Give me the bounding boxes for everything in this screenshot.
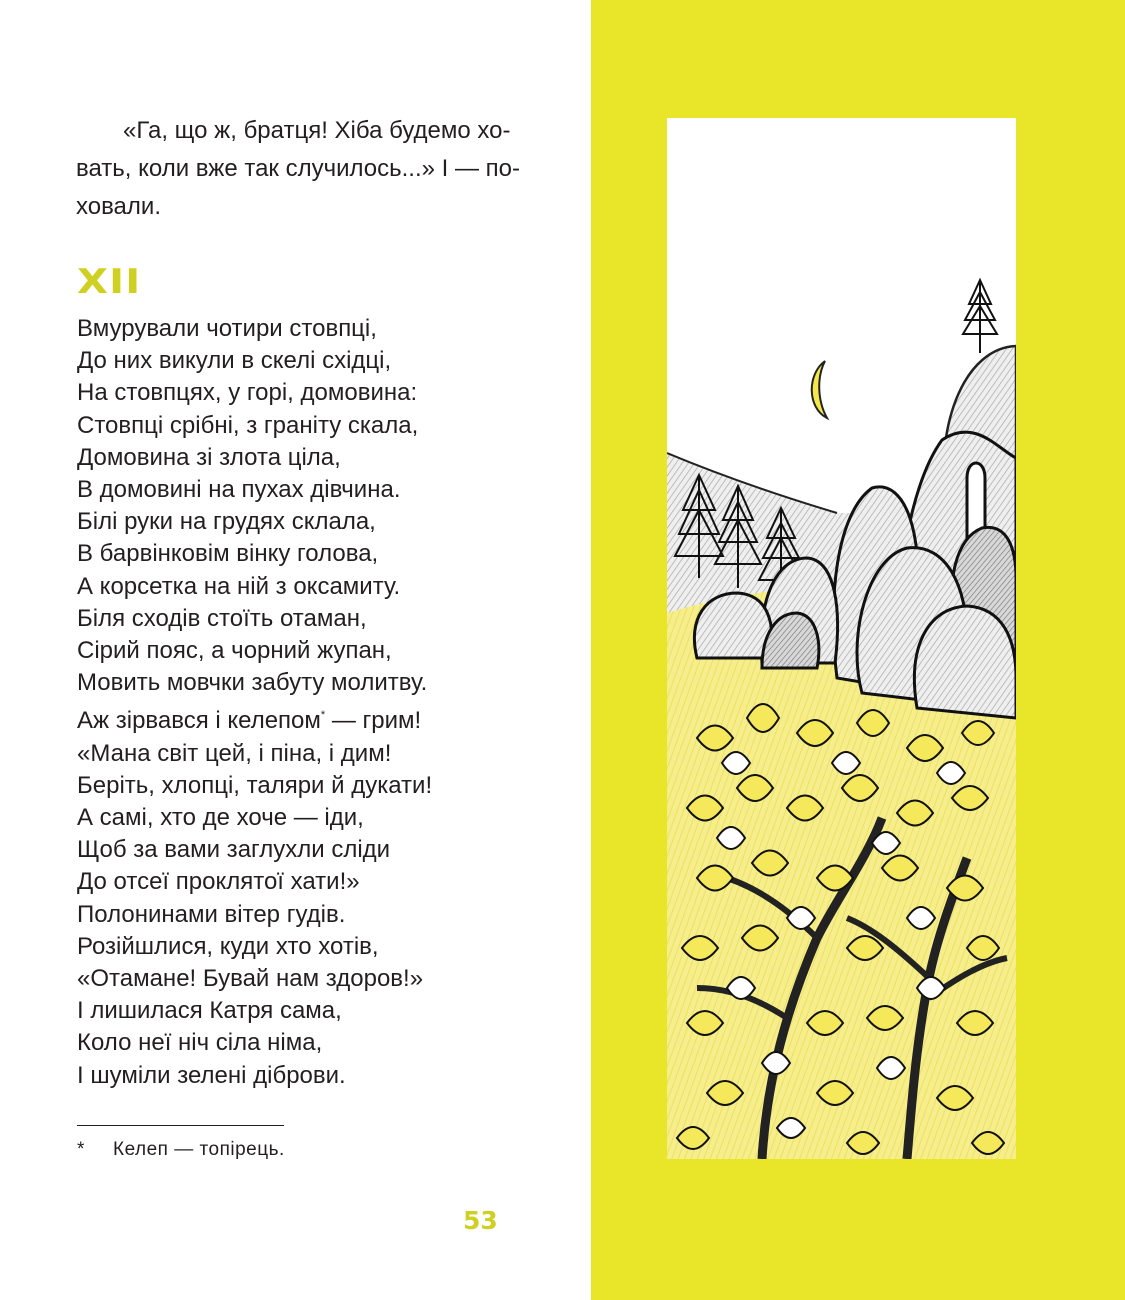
poem-line: В барвінковім вінку голова, [77,540,379,568]
poem-line: Беріть, хлопці, таляри й дукати! [77,771,433,799]
poem-line: Домовина зі злота ціла, [77,443,341,471]
poem-line-with-footnote [77,699,432,737]
footnote [77,1139,285,1161]
poem-line: І лишилася Катря сама, [77,997,342,1025]
mountain-landscape-illustration [667,118,1016,1159]
footnote-term: Келеп [113,1139,169,1160]
moon-icon [812,361,827,418]
footnote-divider [77,1125,284,1126]
poem-line: Розійшлися, куди хто хотів, [77,932,379,960]
poem-line: «Отамане! Бувай нам здоров!» [77,965,424,993]
intro-line: ховали. [76,193,161,220]
intro-paragraph [76,112,546,226]
section-heading: XII [77,262,142,302]
poem-stanza [77,313,432,1092]
poem-line: Полонинами вітер гудів. [77,900,346,928]
poem-line: А самі, хто де хоче — іди, [77,804,364,832]
poem-line: Щоб за вами заглухли сліди [77,836,391,864]
poem-line: Стовпці срібні, з граніту скала, [77,411,419,439]
poem-line: І шуміли зелені діброви. [77,1061,346,1089]
poem-line: До них викули в скелі східці, [77,347,392,375]
poem-line: Білі руки на грудях склала, [77,508,376,536]
poem-line: В домовині на пухах дівчина. [77,476,401,504]
pine-tree-icon [963,280,997,353]
footnote-mark: * [77,1139,85,1160]
intro-line: вать, коли вже так случилось...» І — по- [76,155,520,182]
poem-line: Сірий пояс, а чорний жупан, [77,637,392,665]
illustration-panel [667,118,1016,1159]
footnote-reference[interactable]: * [320,709,326,722]
poem-line: Біля сходів стоїть отаман, [77,604,367,632]
poem-line: А корсетка на ній з оксамиту. [77,572,401,600]
poem-line: На стовпцях, у горі, домовина: [77,379,418,407]
footnote-definition: — топірець. [168,1139,285,1160]
poem-line-part: — грим! [325,707,422,735]
poem-line: До отсеї проклятої хати!» [77,868,360,896]
poem-line: Вмурували чотири стовпці, [77,315,377,342]
intro-line: «Га, що ж, братця! Хіба будемо хо- [123,117,511,144]
page-number: 53 [463,1206,498,1235]
poem-line-part: Аж зірвався і келепом [77,707,321,735]
poem-line: «Мана світ цей, і піна, і дим! [77,739,392,767]
poem-line: Мовить мовчки забуту молитву. [77,669,428,697]
poem-line: Коло неї ніч сіла німа, [77,1029,323,1057]
